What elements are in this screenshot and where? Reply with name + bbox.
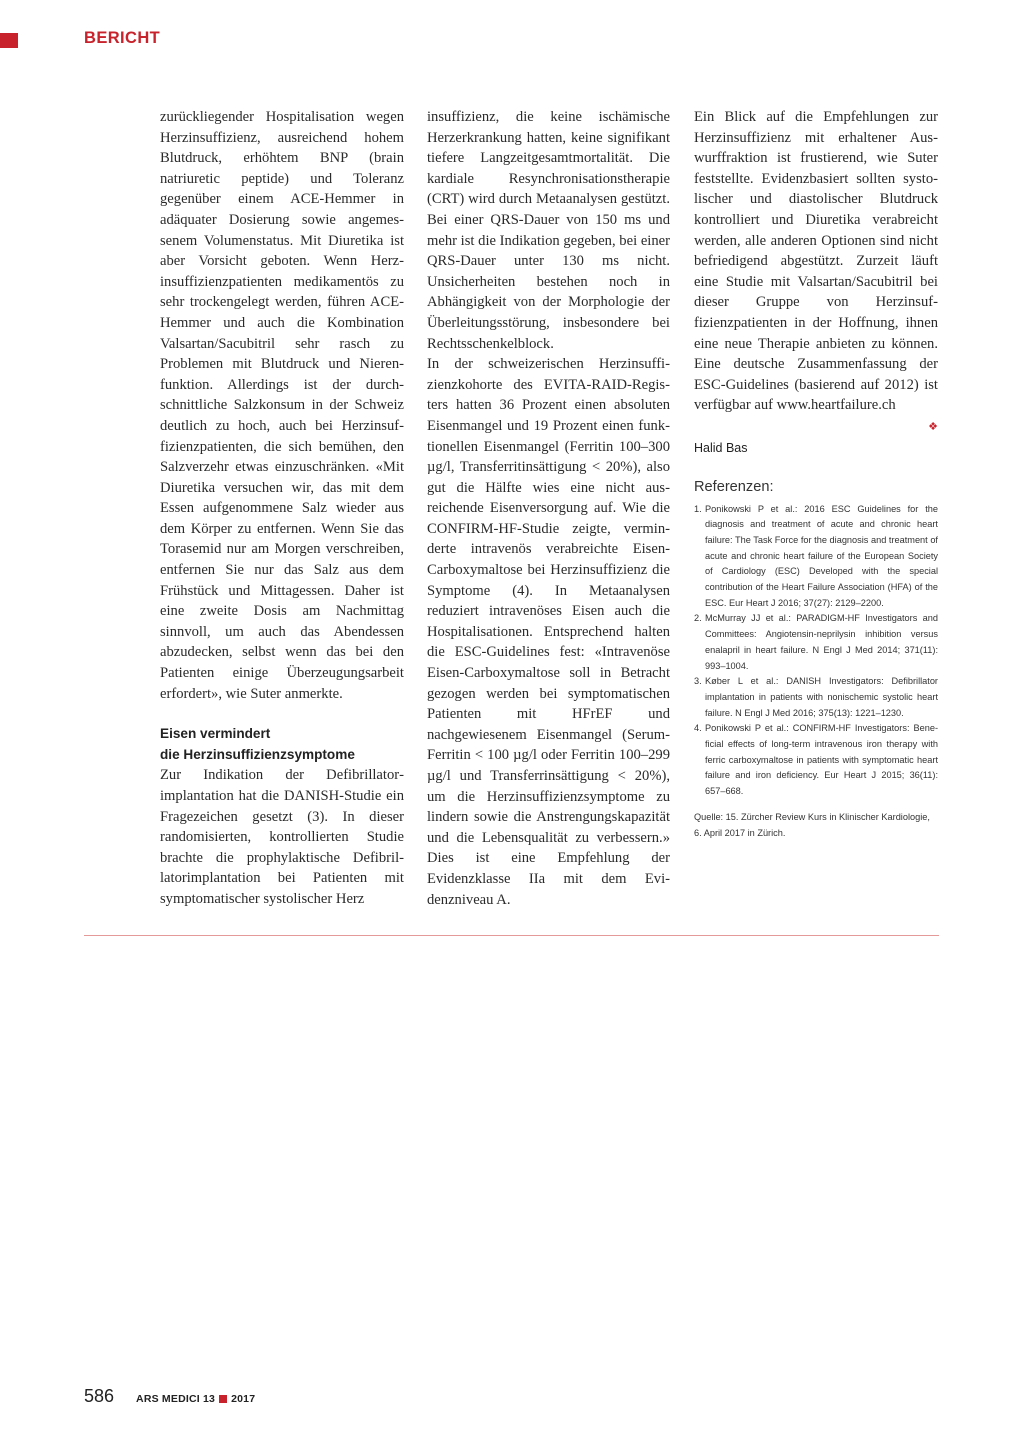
reference-item [694,502,938,612]
end-mark-icon: ❖ [928,420,938,433]
section-label: BERICHT [84,29,161,47]
source-note: Quelle: 15. Zürcher Review Kurs in Klinischer Kardiologie, 6. April 2017 in Zürich. [694,811,930,838]
section-heading-line: Eisen vermindert [160,726,271,742]
reference-number: 3. [694,676,702,687]
section-heading-line: die Herzinsuffizienzsymptome [160,746,355,762]
reference-item [694,674,938,721]
footer-divider [84,935,939,936]
journal-info [136,1393,255,1405]
section-marker [0,33,18,48]
column-1 [160,107,404,910]
references-title: Referenzen: [694,478,774,495]
reference-text: Køber L et al.: DANISH Investigators: Defibrillator implantation in patients with nonischemic systolic heart failure. N Engl J Med 2016; 375(13): 1221–1230. [705,676,938,718]
separator-square-icon [219,1395,227,1403]
body-paragraph: insuffizienz, die keine ischämische Herzerkrankung hatten, keine signifikant tiefere Langzeitgesamtmortalität. Die kardiale Resynchronisationstherapie (CRT) wird durch Metaanalysen gestützt. Bei einer QRS-Dauer von 150 ms und mehr ist die Indikation gegeben, bei einer QRS-Dauer unter 130 ms nicht. Unsicherheiten bestehen noch in Abhängigkeit von der Morphologie der Überleitungsstörung, insbesondere bei Rechtsschenkelblock. [427,109,670,352]
reference-item [694,721,938,800]
page-footer [84,1386,255,1407]
body-paragraph: zurückliegender Hospitalisation wegen Herzinsuffizienz, ausreichend hohem Blutdruck, erhöhtem BNP (brain natriuretic peptide) und Toleranz gegenüber einem ACE-Hemmer in adäquater Dosierung sowie angemessenem Volumenstatus. Mit Diuretika ist aber Vorsicht geboten. Wenn Herzinsuffizienzpatienten medikamentös zu sehr trockengelegt werden, führen ACE-Hemmer und auch die Kombination Valsartan/Sacubitril sehr rasch zu Problemen mit Blutdruck und Nierenfunktion. Allerdings ist der durchschnittliche Salzkonsum in der Schweiz deutlich zu hoch, auch bei Herzinsuffizienzpatienten, die sich bemühen, den Salzverzehr etwas einzuschränken. «Mit Diuretika versuchen wir, das mit dem Essen aufgenommene Salz wieder aus dem Körper zu entfernen. Wenn Sie das Torasemid nur am Morgen verschreiben, entfernen Sie nur das Salz aus dem Frühstück und Mittagessen. Daher ist eine zweite Dosis am Nachmittag sinnvoll, um auch das Abendessen abzudecken, selbst wenn das bei den Patienten einige Überzeugungsarbeit erfordert», wie Suter anmerkte. [160,109,404,702]
body-paragraph: Zur Indikation der Defibrillatorimplantation hat die DANISH-Studie ein Fragezeichen gesetzt (3). In dieser randomisierten, kontrollierten Studie brachte die prophylaktische Defibrillatorimplantation bei Patienten mit symptomatischer systolischer Herz [160,767,404,907]
author-name: Halid Bas [694,440,748,455]
reference-item [694,611,938,674]
reference-number: 1. [694,503,702,514]
journal-year: 2017 [231,1393,256,1405]
column-2 [427,107,670,910]
column-3 [694,107,938,841]
section-heading [160,724,404,765]
body-paragraph: In der schweizerischen Herzinsuffizienzkohorte des EVITA-RAID-Registers hatten 36 Prozent einen absoluten Eisenmangel und 19 Prozent einen funktionellen Eisenmangel (Ferritin 100–300 µg/l, Transferritinsättigung < 20%), also gut die Hälfte wies eine nicht ausreichende Eisenversorgung auf. Wie die CONFIRM-HF-Studie zeigte, verminderte intravenös verabreichte Eisen-Carboxymaltose bei Herzinsuffizienz die Symptome (4). In Metaanalysen reduziert intravenöses Eisen auch die Hospitalisationen. Entsprechend halten die ESC-Guidelines fest: «Intravenöse Eisen-Carboxymaltose soll in Betracht gezogen werden bei symptomatischen Patienten mit HFrEF und nachgewiesenem Eisenmangel (Serum-Ferritin < 100 µg/l oder Ferritin 100–299 µg/l und Transferrinsättigung < 20%), um die Herzinsuffizienzsymptome zu lindern sowie die Anstrengungskapazität und die Lebensqualität zu verbessern.» Dies ist eine Empfehlung der Evidenzklasse IIa mit dem Evidenzniveau A. [427,356,670,908]
references-list [694,502,938,800]
body-paragraph: Ein Blick auf die Empfehlungen zur Herzinsuffizienz mit erhaltener Auswurffraktion ist frustierend, wie Suter feststellte. Evidenzbasiert sollten systolischer und diastolischer Blutdruck kontrolliert und Diuretika verabreicht werden, alle anderen Optionen sind nicht befriedigend abgestützt. Zurzeit läuft eine Studie mit Valsartan/Sacubitril bei dieser Gruppe von Herzinsuffizienzpatienten in der Hoffnung, ihnen eine neue Therapie anbieten zu können. Eine deutsche Zusammenfassung der ESC-Guidelines (basierend auf 2012) ist verfügbar auf www.heartfailure.ch [694,109,938,414]
references [694,477,938,841]
reference-number: 2. [694,613,702,624]
reference-text: Ponikowski P et al.: 2016 ESC Guidelines for the diagnosis and treatment of acute and chronic heart failure: The Task Force for the diagnosis and treatment of acute and chronic heart failure of the European Society of Cardiology (ESC) Developed with the special contribution of the Heart Failure Association (HFA) of the ESC. Eur Heart J 2016; 37(27): 2129–2200. [705,503,938,608]
reference-text: Ponikowski P et al.: CONFIRM-HF Investigators: Beneficial effects of long-term intravenous iron therapy with ferric carboxymaltose in patients with symptomatic heart failure and iron deficiency. Eur Heart J 2015; 36(11): 657–668. [705,723,938,797]
page-number: 586 [84,1386,115,1406]
journal-name: ARS MEDICI 13 [136,1393,216,1405]
reference-text: McMurray JJ et al.: PARADIGM-HF Investigators and Committees: Angiotensin-neprilysin inhibition versus enalapril in heart failure. N Engl J Med 2014; 371(11): 993–1004. [705,613,938,671]
reference-number: 4. [694,723,702,734]
